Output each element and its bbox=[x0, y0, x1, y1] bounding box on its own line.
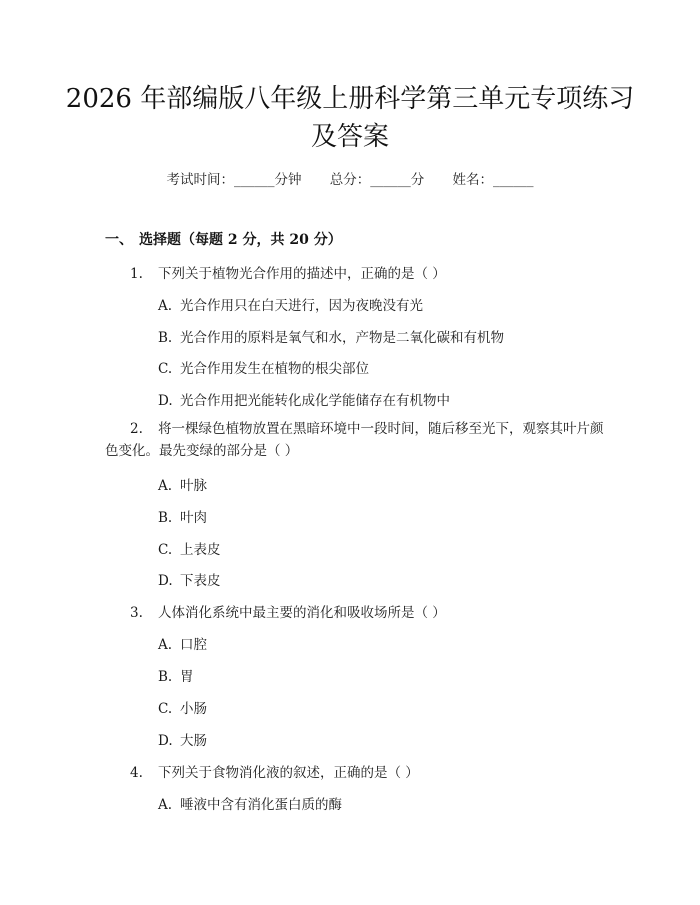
option-letter: D. bbox=[158, 393, 173, 409]
question-number: 2. bbox=[130, 421, 143, 437]
option-text: 光合作用发生在植物的根尖部位 bbox=[180, 361, 369, 377]
option-text: 光合作用把光能转化成化学能储存在有机物中 bbox=[180, 393, 450, 409]
section-number: 一、 bbox=[105, 232, 133, 248]
option-text: 小肠 bbox=[180, 701, 207, 717]
document-title: 2026 年部编版八年级上册科学第三单元专项练习及答案 bbox=[65, 84, 635, 152]
option-letter: C. bbox=[158, 542, 173, 558]
option-text: 光合作用只在白天进行，因为夜晚没有光 bbox=[180, 298, 423, 314]
question-2-stem bbox=[105, 418, 605, 462]
exam-time-label: 考试时间：______分钟 bbox=[166, 172, 302, 188]
question-1-option-c bbox=[158, 357, 369, 377]
option-letter: A. bbox=[158, 298, 173, 314]
option-text: 口腔 bbox=[180, 637, 207, 653]
student-name-label: 姓名：______ bbox=[452, 172, 534, 188]
question-number: 4. bbox=[130, 765, 143, 781]
option-text: 光合作用的原料是氧气和水，产物是二氧化碳和有机物 bbox=[180, 330, 504, 346]
option-letter: A. bbox=[158, 478, 173, 494]
option-letter: C. bbox=[158, 361, 173, 377]
question-4-stem bbox=[130, 761, 419, 781]
question-3-stem bbox=[130, 601, 446, 621]
exam-meta bbox=[0, 168, 700, 188]
option-letter: B. bbox=[158, 330, 173, 346]
option-text: 胃 bbox=[180, 669, 194, 685]
option-text: 叶肉 bbox=[180, 510, 207, 526]
question-3-option-c bbox=[158, 697, 207, 717]
question-number: 1. bbox=[130, 266, 143, 282]
option-letter: B. bbox=[158, 510, 173, 526]
question-3-option-d bbox=[158, 729, 207, 749]
question-text: 人体消化系统中最主要的消化和吸收场所是（ ） bbox=[158, 605, 446, 621]
question-number: 3. bbox=[130, 605, 143, 621]
question-2-option-a bbox=[158, 474, 207, 494]
question-2-option-d bbox=[158, 569, 221, 589]
option-letter: C. bbox=[158, 701, 173, 717]
option-letter: D. bbox=[158, 733, 173, 749]
option-letter: B. bbox=[158, 669, 173, 685]
section-title: 选择题（每题 2 分，共 20 分） bbox=[139, 232, 342, 248]
total-score-label: 总分：______分 bbox=[329, 172, 425, 188]
question-3-option-b bbox=[158, 665, 194, 685]
question-1-option-a bbox=[158, 294, 423, 314]
question-1-option-d bbox=[158, 389, 450, 409]
question-2-option-b bbox=[158, 506, 207, 526]
question-1-option-b bbox=[158, 326, 504, 346]
option-letter: A. bbox=[158, 797, 173, 813]
option-text: 叶脉 bbox=[180, 478, 207, 494]
question-text: 下列关于植物光合作用的描述中，正确的是（ ） bbox=[158, 266, 446, 282]
option-letter: A. bbox=[158, 637, 173, 653]
question-text: 将一棵绿色植物放置在黑暗环境中一段时间，随后移至光下，观察其叶片颜色变化。最先变绿的部分是（ ） bbox=[105, 421, 604, 459]
question-2-option-c bbox=[158, 538, 221, 558]
option-text: 上表皮 bbox=[180, 542, 221, 558]
question-3-option-a bbox=[158, 633, 207, 653]
question-4-option-a bbox=[158, 793, 342, 813]
option-text: 唾液中含有消化蛋白质的酶 bbox=[180, 797, 342, 813]
question-text: 下列关于食物消化液的叙述，正确的是（ ） bbox=[158, 765, 419, 781]
option-text: 下表皮 bbox=[180, 573, 221, 589]
question-1-stem bbox=[130, 262, 446, 282]
section-heading bbox=[105, 229, 342, 249]
option-letter: D. bbox=[158, 573, 173, 589]
option-text: 大肠 bbox=[180, 733, 207, 749]
